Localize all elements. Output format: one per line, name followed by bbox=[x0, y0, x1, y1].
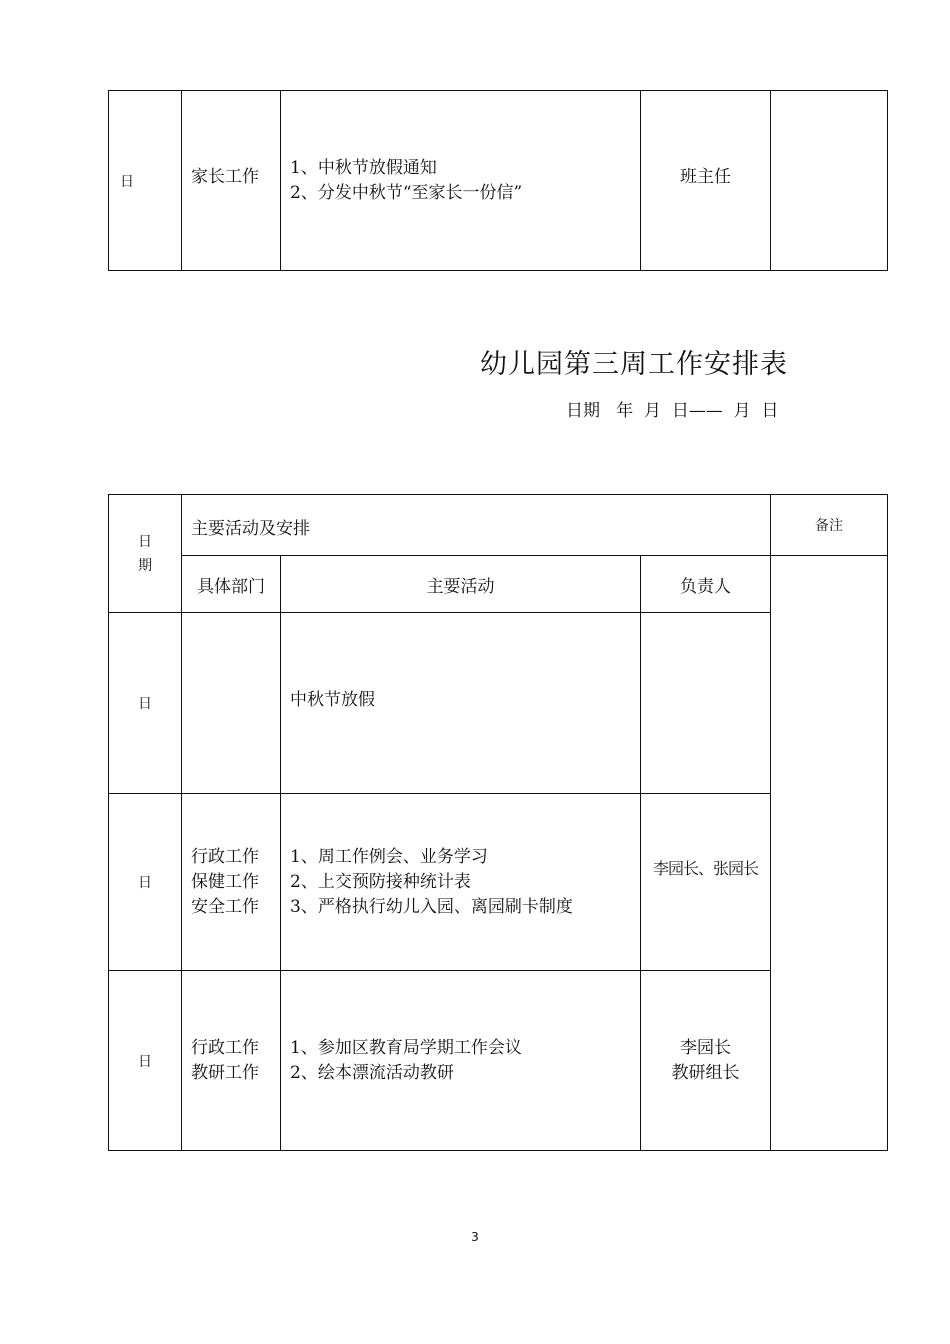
note-cell bbox=[771, 91, 888, 271]
activity-line: 中秋节放假 bbox=[290, 689, 375, 710]
header-row bbox=[109, 495, 888, 556]
responsible-line: 班主任 bbox=[680, 167, 731, 187]
page-number: 3 bbox=[471, 1230, 479, 1244]
note-cell bbox=[771, 556, 888, 1151]
responsible-header: 负责人 bbox=[641, 556, 771, 613]
department-cell bbox=[182, 794, 281, 971]
responsible-cell bbox=[641, 971, 771, 1151]
activity-line: 1、周工作例会、业务学习 bbox=[290, 846, 488, 867]
department-header: 具体部门 bbox=[182, 556, 281, 613]
page-title: 幼儿园第三周工作安排表 bbox=[480, 349, 788, 380]
day-cell: 日 bbox=[109, 91, 182, 271]
previous-week-table bbox=[108, 90, 888, 271]
activity-cell bbox=[281, 794, 641, 971]
department-cell bbox=[182, 613, 281, 794]
activity-header: 主要活动 bbox=[281, 556, 641, 613]
department-line: 行政工作 bbox=[191, 846, 259, 867]
department-line: 家长工作 bbox=[191, 167, 259, 187]
department-cell bbox=[182, 91, 281, 271]
department-cell bbox=[182, 971, 281, 1151]
activity-cell bbox=[281, 613, 641, 794]
activity-line: 1、参加区教育局学期工作会议 bbox=[290, 1037, 522, 1058]
activity-line: 2、分发中秋节“至家长一份信” bbox=[290, 182, 523, 203]
responsible-cell bbox=[641, 613, 771, 794]
table-row bbox=[109, 91, 888, 271]
activity-line: 1、中秋节放假通知 bbox=[290, 157, 437, 178]
activity-cell bbox=[281, 971, 641, 1151]
responsible-line: 李园长 bbox=[680, 1037, 731, 1058]
date-header-char: 期 bbox=[138, 557, 152, 574]
date-range-line: 日期 年 月 日—— 月 日 bbox=[566, 401, 779, 421]
week3-schedule-table bbox=[108, 494, 888, 1151]
subheader-row bbox=[109, 556, 888, 613]
department-line: 安全工作 bbox=[191, 896, 259, 917]
activity-line: 3、严格执行幼儿入园、离园刷卡制度 bbox=[290, 896, 573, 917]
responsible-line: 教研组长 bbox=[671, 1062, 740, 1083]
day-cell: 日 bbox=[109, 613, 182, 794]
responsible-line: 李园长、张园长 bbox=[652, 859, 758, 878]
activity-cell bbox=[281, 91, 641, 271]
note-header: 备注 bbox=[771, 495, 888, 556]
main-activities-header: 主要活动及安排 bbox=[182, 495, 771, 556]
date-header bbox=[109, 495, 182, 613]
day-cell: 日 bbox=[109, 971, 182, 1151]
activity-line: 2、绘本漂流活动教研 bbox=[290, 1062, 454, 1083]
activity-line: 2、上交预防接种统计表 bbox=[290, 871, 471, 892]
department-line: 保健工作 bbox=[191, 871, 259, 892]
department-line: 教研工作 bbox=[191, 1062, 259, 1083]
day-cell: 日 bbox=[109, 794, 182, 971]
date-header-char: 日 bbox=[138, 533, 152, 550]
responsible-cell bbox=[641, 91, 771, 271]
responsible-cell bbox=[641, 794, 771, 971]
department-line: 行政工作 bbox=[191, 1037, 259, 1058]
